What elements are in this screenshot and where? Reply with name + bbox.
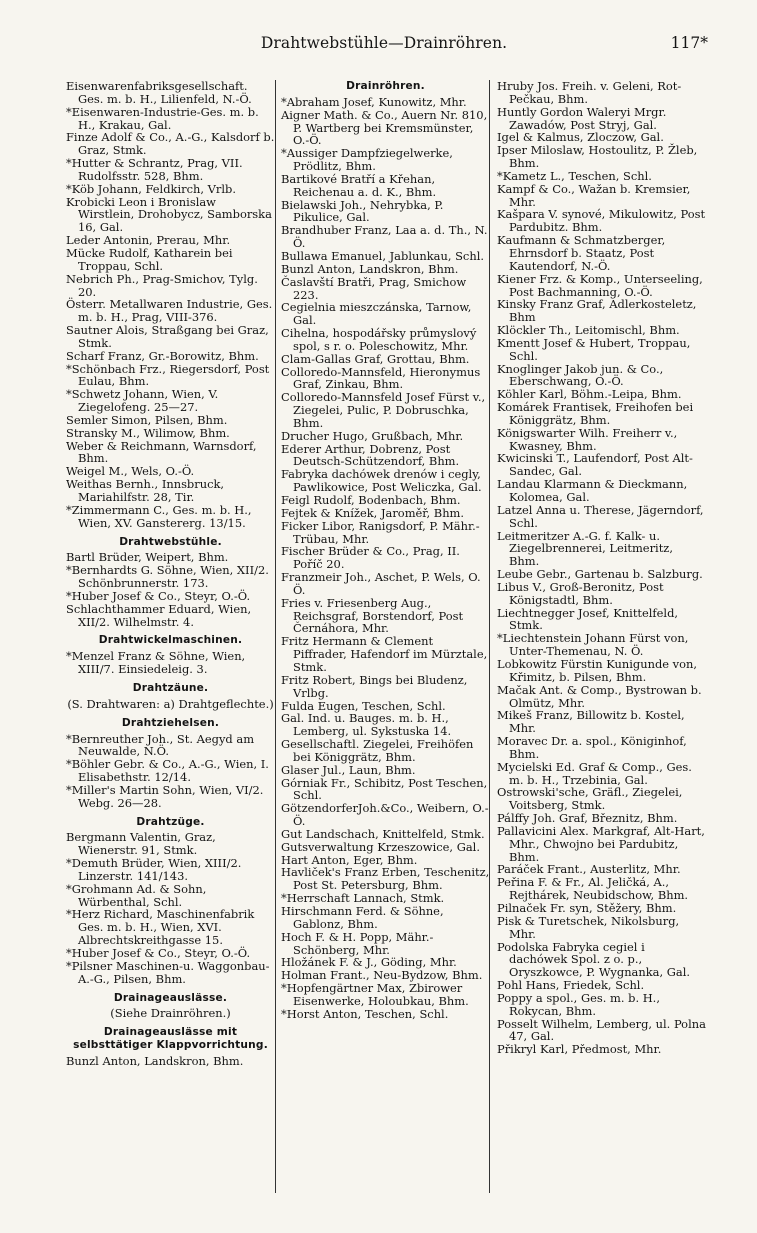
directory-entry: Cegielnia mieszczánska, Tarnow, Gal. <box>281 300 472 328</box>
directory-entry: Schlachthammer Eduard, Wien, XII/2. Wilhelmstr. 4. <box>66 601 252 629</box>
directory-entry: Gesellschaftl. Ziegelei, Freihöfen bei Königgrätz, Bhm. <box>281 737 474 764</box>
directory-entry: Mačak Ant. & Comp., Bystrowan b. Olmütz, Mhr. <box>497 682 702 710</box>
directory-entry: Weigel M., Wels, O.-Ö. <box>66 464 195 479</box>
directory-entry: Bergmann Valentin, Graz, Wienerstr. 91, Stmk. <box>66 830 216 858</box>
directory-entry: *Schwetz Johann, Wien, V. Ziegelofeng. 25—27. <box>66 387 219 415</box>
directory-entry: *Böhler Gebr. & Co., A.-G., Wien, I. Elisabethstr. 12/14. <box>66 757 269 785</box>
directory-entry: Brandhuber Franz, Laa a. d. Th., N. Ö. <box>281 223 488 251</box>
directory-entry: Kaufmann & Schmatzberger, Ehrnsdorf b. Staatz, Post Kautendorf, N.-Ö. <box>497 233 666 273</box>
directory-entry: Sautner Alois, Straßgang bei Graz, Stmk. <box>66 323 269 350</box>
directory-entry: Hirschmann Ferd. & Söhne, Gablonz, Bhm. <box>281 904 444 931</box>
page-number: 117* <box>670 34 708 52</box>
page-title: Drahtwebstühle—Drainröhren. <box>260 34 508 52</box>
directory-entry: Glaser Jul., Laun, Bhm. <box>281 762 416 777</box>
directory-entry: Mikeš Franz, Billowitz b. Kostel, Mhr. <box>497 708 685 736</box>
directory-entry: Kampf & Co., Wažan b. Kremsier, Mhr. <box>497 181 691 209</box>
directory-entry: Colloredo-Mannsfeld, Hieronymus Graf, Zinkau, Bhm. <box>281 364 481 392</box>
directory-entry: Fischer Brüder & Co., Prag, II. Poříč 20. <box>281 544 460 572</box>
directory-entry: Krobicki Leon i Bronislaw Wirstlein, Drohobycz, Samborska 16, Gal. <box>66 194 272 235</box>
directory-entry: Köhler Karl, Böhm.-Leipa, Bhm. <box>497 387 682 402</box>
directory-entry: Huntly Gordon Waleryi Mrgr. Zawadów, Post Stryj, Gal. <box>497 104 667 132</box>
directory-entry: Pallavicini Alex. Markgraf, Alt-Hart, Mhr., Chwojno bei Pardubitz, Bhm. <box>497 823 705 864</box>
directory-entry: Igel & Kalmus, Zloczow, Gal. <box>497 130 664 145</box>
directory-entry: Landau Klarmann & Dieckmann, Kolomea, Gal. <box>497 477 688 504</box>
section-heading: Drahtwickelmaschinen. <box>98 634 243 647</box>
directory-entry: Kinsky Franz Graf, Adlerkosteletz, Bhm <box>497 297 697 325</box>
directory-entry: *Köb Johann, Feldkirch, Vrlb. <box>66 181 236 196</box>
directory-entry: *Grohmann Ad. & Sohn, Würbenthal, Schl. <box>66 881 207 909</box>
directory-entry: Stransky M., Wilimow, Bhm. <box>66 425 230 440</box>
directory-entry: Leitmeritzer A.-G. f. Kalk- u. Ziegelbrennerei, Leitmeritz, Bhm. <box>497 528 673 569</box>
directory-entry: *Horst Anton, Teschen, Schl. <box>281 1006 449 1021</box>
directory-entry: Kmentt Josef & Hubert, Troppau, Schl. <box>497 335 691 363</box>
directory-entry: Górniak Fr., Schibitz, Post Teschen, Schl. <box>281 775 488 803</box>
directory-entry: Gut Landschach, Knittelfeld, Stmk. <box>281 826 485 841</box>
directory-entry: *Abraham Josef, Kunowitz, Mhr. <box>281 94 467 109</box>
directory-entry: *Zimmermann C., Ges. m. b. H., Wien, XV. Ganstererg. 13/15. <box>66 502 252 530</box>
directory-entry: *Schönbach Frz., Riegersdorf, Post Eulau, Bhm. <box>66 361 270 389</box>
directory-entry: *Bernreuther Joh., St. Aegyd am Neuwalde, N.Ö. <box>66 731 255 759</box>
directory-entry: Bielawski Joh., Nehrybka, P. Pikulice, Gal. <box>281 197 444 225</box>
directory-entry: Österr. Metallwaren Industrie, Ges. m. b. H., Prag, VIII-376. <box>66 297 273 325</box>
directory-entry: Colloredo-Mannsfeld Josef Fürst v., Ziegelei, Pulic, P. Dobruschka, Bhm. <box>281 390 486 430</box>
directory-entry: *Aussiger Dampfziegelwerke, Prödlitz, Bhm. <box>281 146 453 174</box>
page-header <box>60 34 708 56</box>
directory-entry: Kwicinski T., Laufendorf, Post Alt-Sandec, Gal. <box>497 451 693 479</box>
section-heading: Drainröhren. <box>346 80 425 92</box>
section-heading: Drainageauslässe mit selbsttätiger Klappvorrichtung. <box>73 1026 268 1052</box>
directory-entry: Časlavští Bratři, Prag, Smichow 223. <box>281 274 467 302</box>
cross-reference: (Siehe Drainröhren.) <box>110 1006 231 1021</box>
directory-entry: Hart Anton, Eger, Bhm. <box>281 852 418 867</box>
directory-entry: Komárek Frantisek, Freihofen bei Königgrätz, Bhm. <box>497 400 694 427</box>
directory-entry: Ipser Miloslaw, Hostoulitz, P. Žleb, Bhm. <box>497 143 698 171</box>
directory-entry: Eisenwarenfabriksgesellschaft. Ges. m. b. H., Lilienfeld, N.-Ö. <box>66 79 252 106</box>
directory-entry: Gutsverwaltung Krzeszowice, Gal. <box>281 839 480 854</box>
directory-entry: Bartl Brüder, Weipert, Bhm. <box>66 550 229 565</box>
directory-entry: Ficker Libor, Ranigsdorf, P. Mähr.-Trübau, Mhr. <box>281 518 480 546</box>
directory-entry: Mücke Rudolf, Katharein bei Troppau, Schl. <box>66 245 233 273</box>
section-heading: Drainageauslässe. <box>113 991 228 1004</box>
directory-entry: *Kametz L., Teschen, Schl. <box>497 168 652 183</box>
directory-entry: Mycielski Ed. Graf & Comp., Ges. m. b. H., Trzebinia, Gal. <box>497 759 692 787</box>
directory-entry: Königswarter Wilh. Freiherr v., Kwasney, Bhm. <box>497 425 678 453</box>
directory-entry: Přikryl Karl, Předmost, Mhr. <box>497 1042 662 1057</box>
section-heading: Drahtziehelsen. <box>121 716 220 729</box>
cross-reference: (S. Drahtwaren: a) Drahtgeflechte.) <box>67 696 274 711</box>
directory-entry: Hložánek F. & J., Göding, Mhr. <box>281 955 457 970</box>
directory-entry: Fritz Hermann & Clement Piffrader, Hafendorf im Mürztale, Stmk. <box>281 634 488 674</box>
directory-entry: Drucher Hugo, Grußbach, Mhr. <box>281 428 464 443</box>
directory-entry: Bartikové Bratří a Křehan, Reichenau a. d. K., Bhm. <box>281 171 437 199</box>
directory-entry: Scharf Franz, Gr.-Borowitz, Bhm. <box>66 348 259 363</box>
directory-entry: Weber & Reichmann, Warnsdorf, Bhm. <box>66 438 257 466</box>
directory-entry: Peřina F. & Fr., Al. Jeličká, A., Rejthárek, Neubidschow, Bhm. <box>497 875 689 903</box>
section-heading: Drahtwebstühle. <box>119 535 222 548</box>
directory-entry: Fejtek & Knížek, Jaroměř, Bhm. <box>281 505 465 520</box>
directory-entry: *Bernhardts G. Söhne, Wien, XII/2. Schönbrunnerstr. 173. <box>66 563 269 591</box>
column-divider <box>275 80 276 1193</box>
directory-entry: *Hopfengärtner Max, Zbirower Eisenwerke, Holoubkau, Bhm. <box>281 981 469 1008</box>
directory-entry: Ederer Arthur, Dobrenz, Post Deutsch-Schützendorf, Bhm. <box>281 441 460 469</box>
directory-entry: Fulda Eugen, Teschen, Schl. <box>281 698 446 713</box>
directory-entry: Clam-Gallas Graf, Grottau, Bhm. <box>281 351 470 366</box>
directory-entry: Leube Gebr., Gartenau b. Salzburg. <box>497 567 703 582</box>
directory-entry: Gal. Ind. u. Bauges. m. b. H., Lemberg, ul. Sykstuska 14. <box>281 711 452 739</box>
directory-entry: Pilnaček Fr. syn, Stěžery, Bhm. <box>497 901 677 915</box>
directory-entry: *Miller's Martin Sohn, Wien, VI/2. Webg. 26—28. <box>66 782 264 810</box>
directory-entry: Weithas Bernh., Innsbruck, Mariahilfstr. 28, Tir. <box>66 477 225 504</box>
directory-entry: Moravec Dr. a. spol., Königinhof, Bhm. <box>497 734 687 761</box>
directory-entry: GötzendorferJoh.&Co., Weibern, O.-Ö. <box>281 801 489 829</box>
directory-entry: Havliček's Franz Erben, Teschenitz, Post St. Petersburg, Bhm. <box>281 865 490 893</box>
directory-entry: Ostrowski'sche, Gräfl., Ziegelei, Voitsberg, Stmk. <box>497 785 683 813</box>
column-1 <box>66 80 275 1068</box>
directory-entry: Podolska Fabryka cegiel i dachówek Spol. z o. p., Oryszkowce, P. Wygnanka, Gal. <box>497 939 691 980</box>
directory-entry: Pohl Hans, Friedek, Schl. <box>497 978 645 993</box>
directory-entry: Latzel Anna u. Therese, Jägerndorf, Schl. <box>497 502 704 530</box>
directory-entry: Holman Frant., Neu-Bydzow, Bhm. <box>281 968 483 983</box>
directory-entry: Fabryka dachówek drenów i cegly, Pawlikowice, Post Weliczka, Gal. <box>281 467 482 495</box>
directory-entry: Hruby Jos. Freih. v. Geleni, Rot-Pečkau, Bhm. <box>497 79 682 106</box>
directory-entry: Posselt Wilhelm, Lemberg, ul. Polna 47, Gal. <box>497 1016 706 1044</box>
directory-entry: Finze Adolf & Co., A.-G., Kalsdorf b. Graz, Stmk. <box>66 130 275 158</box>
directory-entry: *Herrschaft Lannach, Stmk. <box>281 891 445 906</box>
directory-entry: Nebrich Ph., Prag-Smichov, Tylg. 20. <box>66 271 258 299</box>
directory-entry: Franzmeir Joh., Aschet, P. Wels, O. Ö. <box>281 570 481 597</box>
directory-entry: Feigl Rudolf, Bodenbach, Bhm. <box>281 493 461 507</box>
directory-entry: *Herz Richard, Maschinenfabrik Ges. m. b. H., Wien, XVI. Albrechtskreithgasse 15. <box>66 907 255 948</box>
directory-entry: Paráček Frant., Austerlitz, Mhr. <box>497 862 681 877</box>
directory-entry: *Menzel Franz & Söhne, Wien, XIII/7. Einsiedeleig. 3. <box>66 649 246 677</box>
directory-entry: Bunzl Anton, Landskron, Bhm. <box>66 1053 244 1068</box>
directory-entry: *Liechtenstein Johann Fürst von, Unter-Themenau, N. Ö. <box>497 631 689 659</box>
directory-entry: Hoch F. & H. Popp, Mähr.-Schönberg, Mhr. <box>281 929 434 957</box>
directory-entry: *Demuth Brüder, Wien, XIII/2. Linzerstr. 141/143. <box>66 856 242 883</box>
directory-entry: Pisk & Turetschek, Nikolsburg, Mhr. <box>497 913 680 941</box>
directory-entry: Aigner Math. & Co., Auern Nr. 810, P. Wartberg bei Kremsmünster, O.-Ö. <box>281 107 488 148</box>
section-heading: Drahtzäune. <box>132 681 209 694</box>
directory-entry: Klöckler Th., Leitomischl, Bhm. <box>497 323 680 338</box>
directory-entry: Liechtnegger Josef, Knittelfeld, Stmk. <box>497 605 679 633</box>
section-heading: Drahtzüge. <box>136 815 205 828</box>
directory-entry: Leder Antonin, Prerau, Mhr. <box>66 233 231 248</box>
directory-entry: Knoglinger Jakob jun. & Co., Eberschwang, O.-Ö. <box>497 361 664 389</box>
directory-entry: Semler Simon, Pilsen, Bhm. <box>66 412 228 427</box>
directory-entry: Pálffy Joh. Graf, Březnitz, Bhm. <box>497 811 678 826</box>
directory-entry: *Eisenwaren-Industrie-Ges. m. b. H., Krakau, Gal. <box>66 104 259 132</box>
column-2 <box>281 80 490 1021</box>
directory-entry: *Huber Josef & Co., Steyr, O.-Ö. <box>66 946 251 960</box>
directory-entry: Kašpara V. synové, Mikulowitz, Post Pardubitz. Bhm. <box>497 207 706 235</box>
directory-entry: *Hutter & Schrantz, Prag, VII. Rudolfsstr. 528, Bhm. <box>66 156 243 183</box>
directory-entry: Cihelna, hospodářsky průmyslový spol, s r. o. Poleschowitz, Mhr. <box>281 326 477 353</box>
directory-entry: Poppy a spol., Ges. m. b. H., Rokycan, Bhm. <box>497 990 660 1018</box>
directory-entry: Bunzl Anton, Landskron, Bhm. <box>281 261 459 276</box>
directory-entry: Bullawa Emanuel, Jablunkau, Schl. <box>281 248 484 263</box>
directory-entry: Libus V., Groß-Beronitz, Post Königstadtl, Bhm. <box>497 579 664 607</box>
directory-entry: Fritz Robert, Bings bei Bludenz, Vrlbg. <box>281 672 468 700</box>
column-3 <box>497 80 706 1056</box>
directory-entry: Kiener Frz. & Komp., Unterseeling, Post Bachmanning, O.-Ö. <box>497 271 703 299</box>
directory-entry: *Huber Josef & Co., Steyr, O.-Ö. <box>66 588 251 603</box>
directory-entry: Fries v. Friesenberg Aug., Reichsgraf, Borstendorf, Post Černáhora, Mhr. <box>281 595 464 636</box>
directory-entry: Lobkowitz Fürstin Kunigunde von, Křimitz, b. Pilsen, Bhm. <box>497 656 698 684</box>
directory-entry: *Pilsner Maschinen-u. Waggonbau-A.-G., Pilsen, Bhm. <box>66 958 270 986</box>
